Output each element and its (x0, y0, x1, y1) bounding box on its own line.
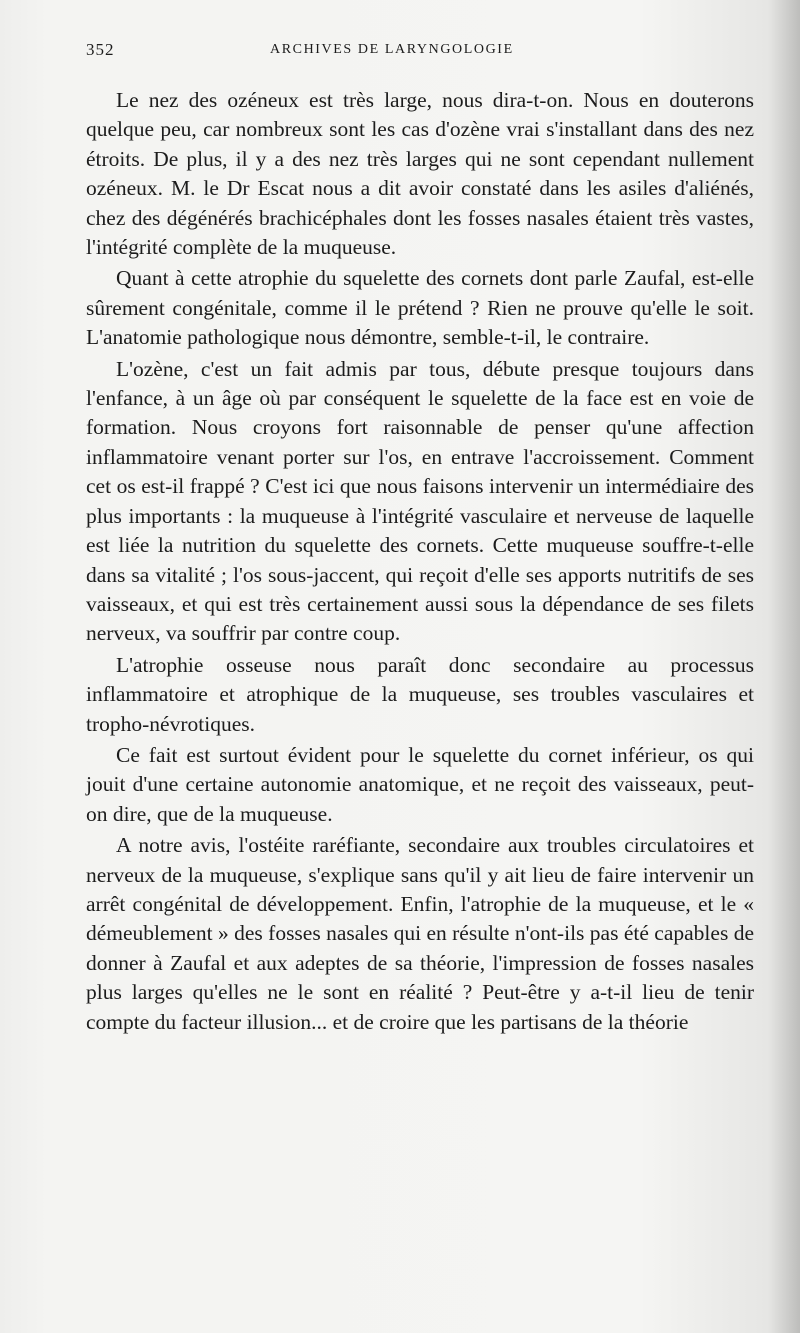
page-number: 352 (86, 40, 115, 59)
page-header (86, 40, 756, 64)
body-text (86, 86, 754, 1039)
paragraph: Quant à cette atrophie du squelette des cornets dont parle Zaufal, est-elle sûrement congénitale, comme il le prétend ? Rien ne prouve qu'elle le soit. L'anatomie pathologique nous démontre, semble-t-il, le contraire. (86, 266, 754, 350)
running-title: ARCHIVES DE LARYNGOLOGIE (270, 42, 514, 57)
paragraph: Le nez des ozéneux est très large, nous dira-t-on. Nous en douterons quelque peu, car nombreux sont les cas d'ozène vrai s'installant dans des nez étroits. De plus, il y a des nez très larges qui ne sont cependant nullement ozéneux. M. le Dr Escat nous a dit avoir constaté dans les asiles d'aliénés, chez des dégénérés brachicéphales dont les fosses nasales étaient très vastes, l'intégrité complète de la muqueuse. (86, 88, 754, 260)
paragraph: L'atrophie osseuse nous paraît donc secondaire au processus inflammatoire et atrophique de la muqueuse, ses troubles vasculaires et tropho-névrotiques. (86, 652, 754, 736)
paragraph: Ce fait est surtout évident pour le squelette du cornet inférieur, os qui jouit d'une certaine autonomie anatomique, et ne reçoit des vaisseaux, peut-on dire, que de la muqueuse. (86, 742, 754, 826)
paragraph: L'ozène, c'est un fait admis par tous, débute presque toujours dans l'enfance, à un âge où par conséquent le squelette de la face est en voie de formation. Nous croyons fort raisonnable de penser qu'une affection inflammatoire venant porter sur l'os, en entrave l'accroissement. Comment cet os est-il frappé ? C'est ici que nous faisons intervenir un intermédiaire des plus importants : la muqueuse à l'intégrité vasculaire et nerveuse de laquelle est liée la nutrition du squelette des cornets. Cette muqueuse souffre-t-elle dans sa vitalité ; l'os sous-jaccent, qui reçoit d'elle ses apports nutritifs de ses vaisseaux, et qui est très certainement aussi sous la dépendance de ses filets nerveux, va souffrir par contre coup. (86, 356, 754, 646)
paragraph: A notre avis, l'ostéite raréfiante, secondaire aux troubles circulatoires et nerveux de la muqueuse, s'explique sans qu'il y ait lieu de faire intervenir un arrêt congénital de développement. Enfin, l'atrophie de la muqueuse, et le « démeublement » des fosses nasales qui en résulte n'ont-ils pas été capables de donner à Zaufal et aux adeptes de sa théorie, l'impression de fosses nasales plus larges qu'elles ne le sont en réalité ? Peut-être y a-t-il lieu de tenir compte du facteur illusion... et de croire que les partisans de la théorie (86, 833, 754, 1034)
